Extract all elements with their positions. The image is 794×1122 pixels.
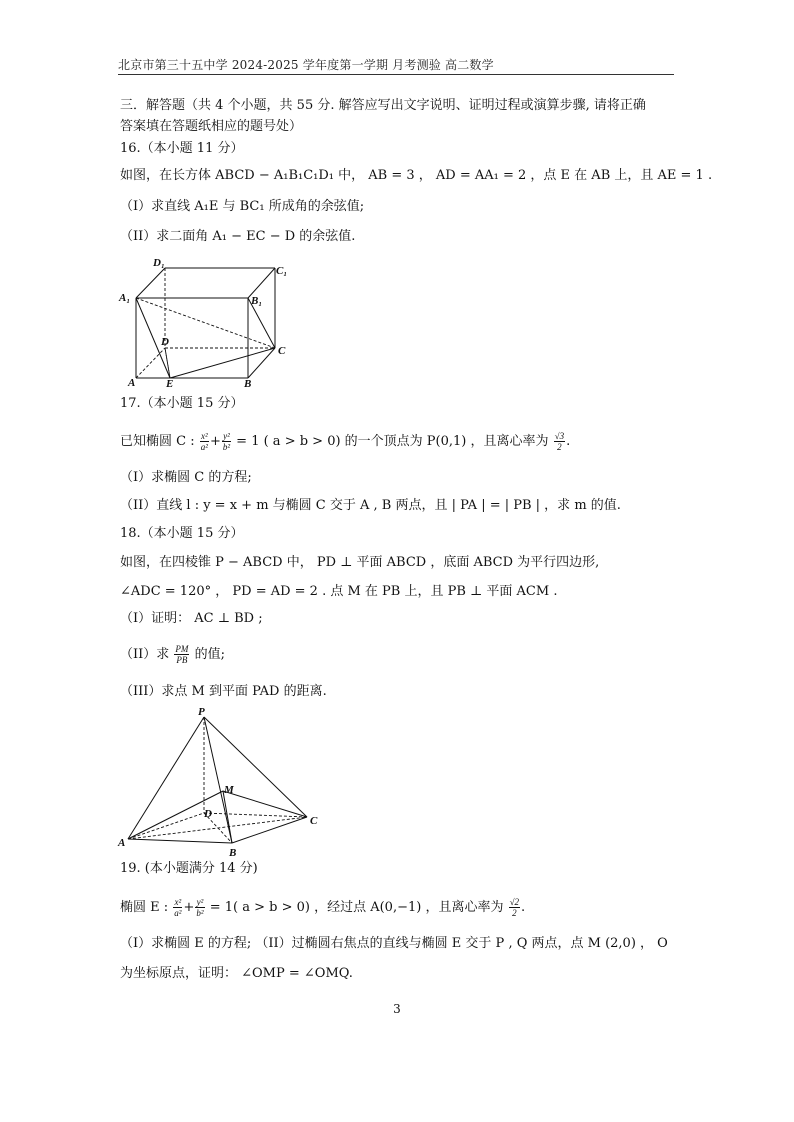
header-divider bbox=[118, 74, 674, 75]
label-c: C bbox=[278, 345, 286, 357]
label-b1: B₁ bbox=[251, 295, 263, 307]
label-p: P bbox=[198, 706, 205, 718]
cuboid-figure bbox=[115, 252, 295, 392]
q17-title: 17.（本小题 15 分） bbox=[120, 396, 244, 411]
q19-frac-x: $\frac{\text{x²}}{\text{a²}}$ bbox=[174, 897, 182, 918]
label-a: A bbox=[128, 377, 136, 389]
label-m: M bbox=[224, 784, 234, 796]
q17-frac-y: $\frac{\text{y²}}{\text{b²}}$ bbox=[222, 431, 231, 452]
q17-part2: （II）直线 l : y = x + m 与椭圆 C 交于 A , B 两点，且 | PA | = | PB | ，求 m 的值. bbox=[120, 498, 621, 513]
q17-stem-b: = 1 ( a > b > 0) 的一个顶点为 P(0,1) ，且离心率为 bbox=[232, 434, 549, 449]
q18-part1: （I）证明： AC ⊥ BD ; bbox=[120, 611, 263, 626]
q19-eccentricity: $\frac{√2}{2}$ bbox=[509, 897, 520, 918]
label-b: B bbox=[229, 847, 237, 858]
section-heading-cont: 答案填在答题纸相应的题号处） bbox=[120, 119, 303, 134]
q19-parts: （I）求椭圆 E 的方程; （II）过椭圆右焦点的直线与椭圆 E 交于 P , Q 两点，点 M (2,0) ， O bbox=[120, 936, 668, 951]
q19-parts-cont: 为坐标原点，证明： ∠OMP = ∠OMQ. bbox=[120, 966, 353, 981]
label-b: B bbox=[244, 378, 252, 390]
label-d: D bbox=[204, 808, 212, 820]
label-c: C bbox=[310, 815, 318, 827]
label-d1: D₁ bbox=[153, 257, 165, 269]
q16-part1: （I）求直线 A₁E 与 BC₁ 所成角的余弦值; bbox=[120, 199, 365, 214]
q19-frac-y: $\frac{\text{y²}}{\text{b²}}$ bbox=[196, 897, 204, 918]
q18-title: 18.（本小题 15 分） bbox=[120, 526, 244, 541]
q17-part1: （I）求椭圆 C 的方程; bbox=[120, 470, 252, 485]
label-a: A bbox=[118, 837, 126, 849]
q18-ratio: $\frac{PM}{PB}$ bbox=[175, 644, 189, 665]
label-c1: C₁ bbox=[276, 265, 288, 277]
q16-title: 16.（本小题 11 分） bbox=[120, 141, 244, 156]
pyramid-figure bbox=[112, 703, 332, 858]
q18-part3: （III）求点 M 到平面 PAD 的距离. bbox=[120, 684, 327, 699]
q17-eccentricity: $\frac{√3}{2}$ bbox=[554, 431, 565, 452]
q18-stem1: 如图，在四棱锥 P − ABCD 中， PD ⊥ 平面 ABCD ，底面 ABCD 为平行四边形, bbox=[120, 555, 600, 570]
section-heading: 三．解答题（共 4 个小题，共 55 分. 解答应写出文字说明、证明过程或演算步骤, 请将正确 bbox=[120, 98, 646, 113]
q17-stem-a: 已知椭圆 C : bbox=[120, 434, 195, 449]
page-number: 3 bbox=[393, 1002, 401, 1016]
q18-stem2: ∠ADC = 120° ， PD = AD = 2 . 点 M 在 PB 上，且 PB ⊥ 平面 ACM . bbox=[120, 584, 558, 599]
page-header: 北京市第三十五中学 2024-2025 学年度第一学期 月考测验 高二数学 bbox=[118, 58, 494, 72]
q16-stem: 如图，在长方体 ABCD − A₁B₁C₁D₁ 中， AB = 3 ， AD = AA₁ = 2 ，点 E 在 AB 上，且 AE = 1 . bbox=[120, 168, 713, 183]
q17-stem: 已知椭圆 C : $\frac{\text{x²}}{\text{a²}}$ + $\frac{\text{y²}}{\text{b²}}$ = 1 ( a > b > 0) 的一个顶点为 P(0,1) ，且离心率为 $\frac{√3}{2}$ . bbox=[120, 431, 571, 452]
label-d: D bbox=[161, 336, 169, 348]
q16-part2: （II）求二面角 A₁ − EC − D 的余弦值. bbox=[120, 229, 356, 244]
q19-stem: 椭圆 E : $\frac{\text{x²}}{\text{a²}}$ + $\frac{\text{y²}}{\text{b²}}$ = 1( a > b > 0) ，经过点 A(0,−1) ，且离心率为 $\frac{√2}{2}$ . bbox=[120, 897, 526, 918]
q17-frac-x: $\frac{\text{x²}}{\text{a²}}$ bbox=[200, 431, 208, 452]
label-a1: A₁ bbox=[119, 292, 131, 304]
label-e: E bbox=[166, 378, 174, 390]
q19-title: 19. (本小题满分 14 分) bbox=[120, 861, 258, 876]
q18-part2: （II）求 $\frac{PM}{PB}$ 的值; bbox=[120, 644, 225, 665]
